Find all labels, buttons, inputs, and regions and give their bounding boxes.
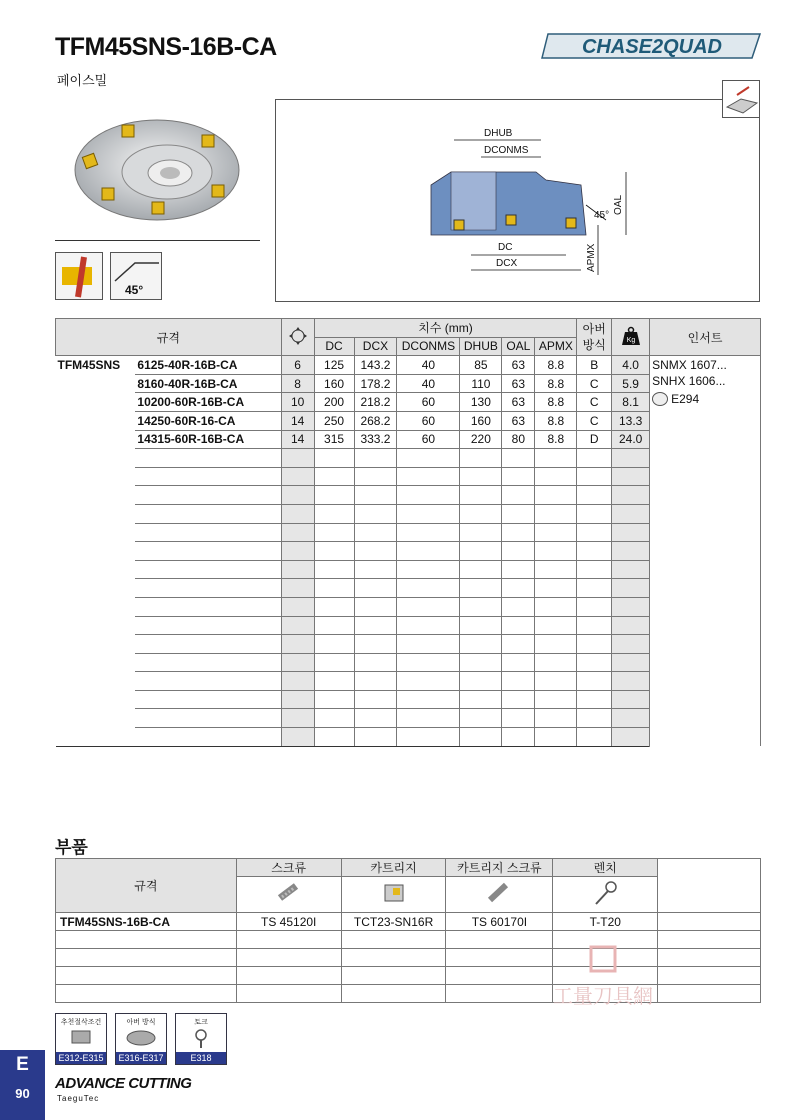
kg-cell: 13.3 [612, 411, 650, 430]
dhub-cell: 130 [460, 393, 502, 412]
col-oal: OAL [502, 337, 535, 356]
oal-cell: 63 [502, 356, 535, 375]
parts-col-spec: 규격 [56, 859, 237, 913]
parts-cartridge: TCT23-SN16R [341, 913, 446, 931]
kg-cell: 24.0 [612, 430, 650, 449]
dhub-cell: 85 [460, 356, 502, 375]
technical-drawing [275, 99, 760, 302]
taegutec-logo: TaeguTec [57, 1094, 100, 1103]
weight-icon [612, 319, 650, 356]
oal-cell: 80 [502, 430, 535, 449]
arbor-cell: C [577, 411, 612, 430]
parts-cartridge-screw: TS 60170I [446, 913, 553, 931]
insert-red-icon [55, 252, 103, 300]
section-letter: E [16, 1054, 29, 1075]
kg-cell: 4.0 [612, 356, 650, 375]
svg-text:Kg: Kg [626, 336, 635, 344]
dhub-cell: 110 [460, 374, 502, 393]
series-name: TFM45SNS [57, 358, 121, 373]
oal-cell: 63 [502, 393, 535, 412]
col-dcx: DCX [354, 337, 397, 356]
col-arbor: 아버 방식 [577, 319, 612, 356]
advance-cutting-logo: ADVANCE CUTTING [55, 1075, 192, 1092]
kg-cell: 5.9 [612, 374, 650, 393]
z-cell: 14 [281, 430, 314, 449]
z-cell: 14 [281, 411, 314, 430]
dcx-cell: 333.2 [354, 430, 397, 449]
z-cell: 8 [281, 374, 314, 393]
wedge-icon [722, 80, 760, 118]
z-cell: 6 [281, 356, 314, 375]
footer-cutting-conditions[interactable]: 추천절삭조건 E312-E315 [55, 1013, 107, 1065]
parts-screw: TS 45120I [236, 913, 341, 931]
chase2quad-logo [540, 30, 765, 62]
footer-arbor-type[interactable]: 아버 방식 E316-E317 [115, 1013, 167, 1065]
apmx-cell: 8.8 [535, 356, 577, 375]
spec-table [55, 318, 761, 747]
dconms-cell: 40 [397, 356, 460, 375]
page-subtitle: 페이스밀 [57, 73, 108, 88]
dconms-cell: 40 [397, 374, 460, 393]
dconms-cell: 60 [397, 393, 460, 412]
parts-model: TFM45SNS-16B-CA [56, 913, 237, 931]
page-number: 90 [15, 1086, 30, 1101]
insert-cell [650, 356, 761, 746]
dc-cell: 315 [314, 430, 354, 449]
parts-title: 부품 [55, 838, 88, 857]
model-cell: 8160-40R-16B-CA [135, 374, 281, 393]
dim-dcx: DCX [496, 258, 518, 269]
cutter-photo [62, 100, 242, 230]
parts-col-cartridge: 카트리지 [341, 859, 446, 877]
dc-cell: 200 [314, 393, 354, 412]
dim-angle: 45° [594, 210, 610, 221]
dcx-cell: 143.2 [354, 356, 397, 375]
arbor-cell: C [577, 374, 612, 393]
watermark: 工量刀具網 [538, 945, 668, 1009]
insert-page-link[interactable]: E294 [652, 392, 758, 406]
svg-text:CHASE2QUAD: CHASE2QUAD [581, 36, 723, 58]
model-cell: 14315-60R-16B-CA [135, 430, 281, 449]
col-apmx: APMX [535, 337, 577, 356]
teeth-icon [281, 319, 314, 356]
parts-col-screw: 스크류 [236, 859, 341, 877]
col-dhub: DHUB [460, 337, 502, 356]
col-insert: 인서트 [650, 319, 761, 356]
dim-dc: DC [498, 242, 513, 253]
arbor-cell: D [577, 430, 612, 449]
footer-torque[interactable]: 토크 E318 [175, 1013, 227, 1065]
dconms-cell: 60 [397, 411, 460, 430]
parts-wrench: T-T20 [553, 913, 658, 931]
dim-oal: OAL [613, 194, 624, 215]
photo-divider [55, 240, 260, 241]
lead-angle-label: 45° [125, 283, 144, 297]
apmx-cell: 8.8 [535, 411, 577, 430]
dcx-cell: 178.2 [354, 374, 397, 393]
dc-cell: 125 [314, 356, 354, 375]
section-tab [0, 1050, 45, 1120]
screw-icon [236, 877, 341, 913]
dconms-cell: 60 [397, 430, 460, 449]
dim-dhub: DHUB [484, 128, 513, 139]
dhub-cell: 160 [460, 411, 502, 430]
z-cell: 10 [281, 393, 314, 412]
cartridge-icon [341, 877, 446, 913]
dcx-cell: 268.2 [354, 411, 397, 430]
model-cell: 14250-60R-16-CA [135, 411, 281, 430]
magnifier-icon [652, 392, 668, 406]
dim-dconms: DCONMS [484, 145, 529, 156]
apmx-cell: 8.8 [535, 430, 577, 449]
arbor-cell: C [577, 393, 612, 412]
wrench-icon [553, 877, 658, 913]
apmx-cell: 8.8 [535, 393, 577, 412]
apmx-cell: 8.8 [535, 374, 577, 393]
parts-col-cartridge-screw: 카트리지 스크류 [446, 859, 553, 877]
dc-cell: 160 [314, 374, 354, 393]
col-dc: DC [314, 337, 354, 356]
model-cell: 10200-60R-16B-CA [135, 393, 281, 412]
oal-cell: 63 [502, 411, 535, 430]
lead-angle-icon [110, 252, 162, 300]
model-cell: 6125-40R-16B-CA [135, 356, 281, 375]
col-spec: 규격 [56, 319, 282, 356]
dcx-cell: 218.2 [354, 393, 397, 412]
kg-cell: 8.1 [612, 393, 650, 412]
table-row [56, 356, 761, 375]
arbor-cell: B [577, 356, 612, 375]
insert-line-2: SNHX 1606... [652, 374, 726, 389]
dc-cell: 250 [314, 411, 354, 430]
col-dims: 치수 (mm) [314, 319, 577, 338]
cartridge-screw-icon [446, 877, 553, 913]
dim-apmx: APMX [586, 243, 597, 272]
page-title: TFM45SNS-16B-CA [55, 33, 277, 61]
dhub-cell: 220 [460, 430, 502, 449]
oal-cell: 63 [502, 374, 535, 393]
parts-col-wrench: 렌치 [553, 859, 658, 877]
col-dconms: DCONMS [397, 337, 460, 356]
insert-line-1: SNMX 1607... [652, 358, 727, 373]
